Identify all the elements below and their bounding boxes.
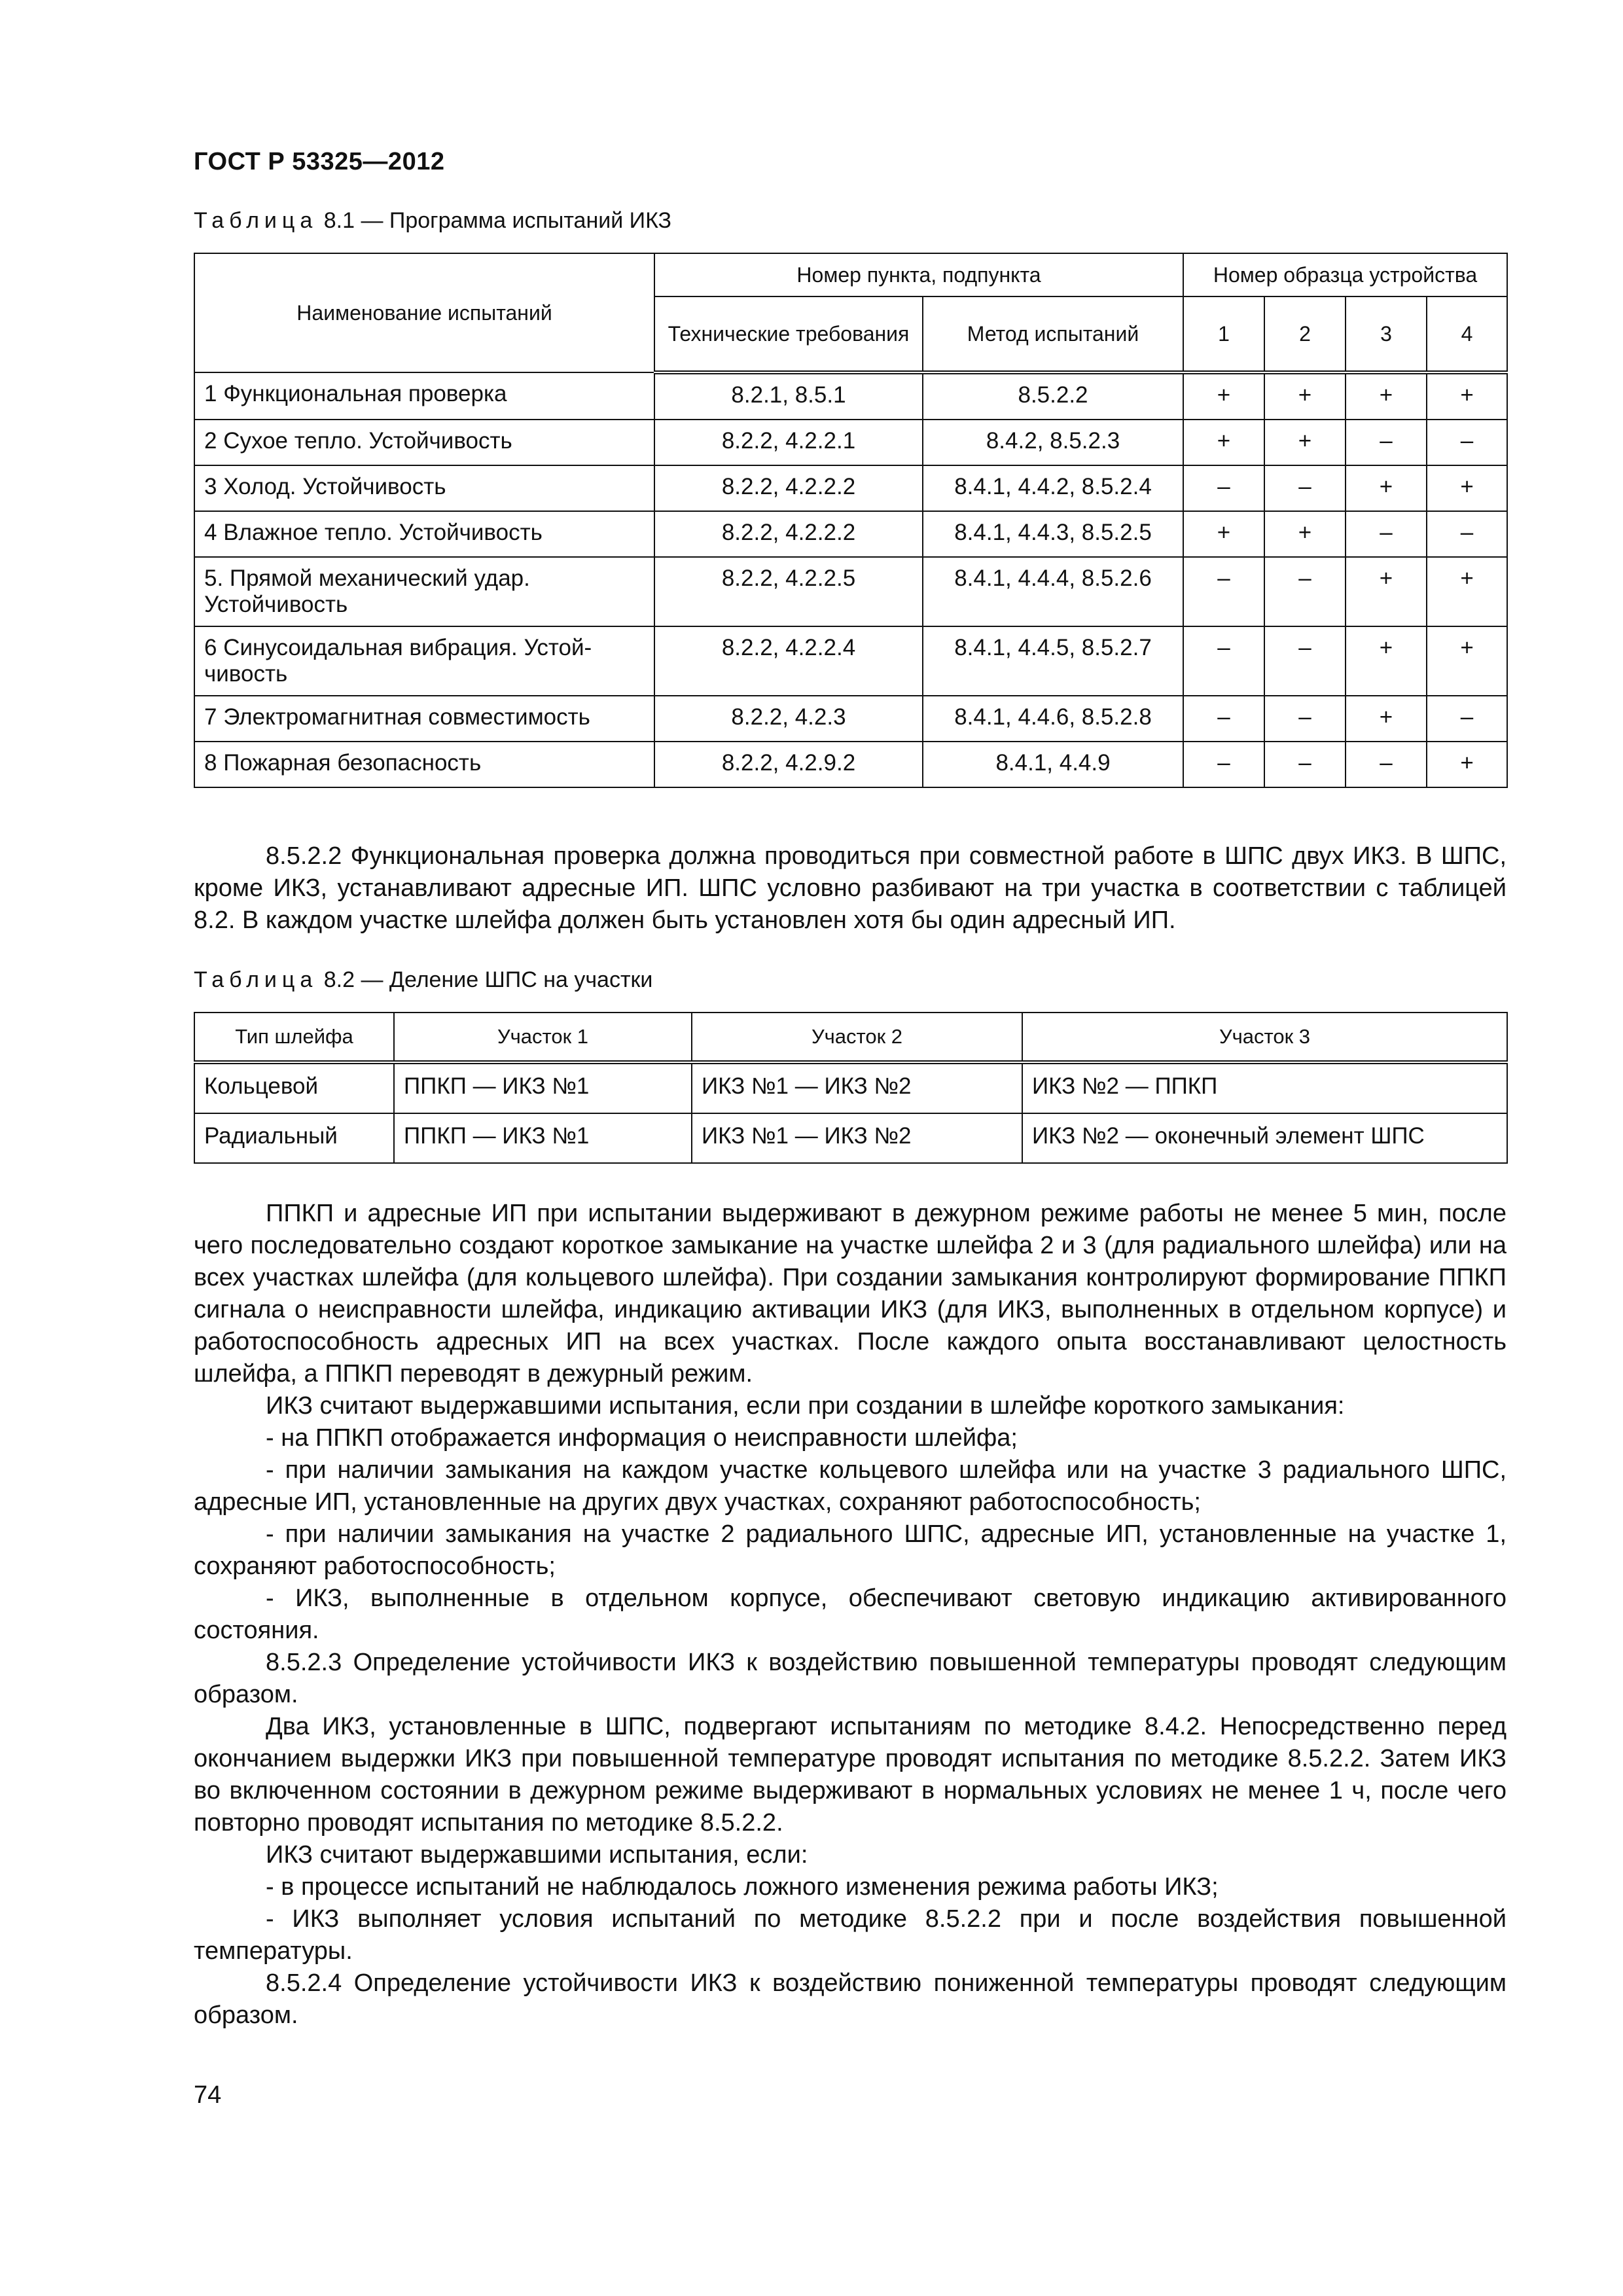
paragraph: Два ИКЗ, установленные в ШПС, подвергают испытаниям по методике 8.4.2. Непосредственно перед окончанием выдержки ИКЗ при повышенной температуре проводят испытания по методике 8.5.2.2. Затем ИКЗ во включенном состоянии в дежурном режиме выдерживают в нормальных условиях не менее 1 ч, после чего повторно проводят испытания по методике 8.5.2.2. [194, 1713, 1507, 1837]
table-row [194, 557, 1507, 626]
header-test-name: Наименование испытаний [194, 253, 654, 372]
paragraph: - при наличии замыкания на участке 2 радиального ШПС, адресные ИП, установленные на участке 1, сохраняют работоспособность; [194, 1520, 1507, 1580]
table-row [194, 742, 1507, 787]
method-cell: 8.5.2.2 [923, 372, 1183, 420]
sample-mark-cell: + [1183, 420, 1264, 465]
test-name-cell: 3 Холод. Устойчивость [194, 465, 654, 511]
table-row [194, 1113, 1507, 1163]
test-name-cell: 1 Функциональная проверка [194, 372, 654, 420]
table-row [194, 372, 1507, 420]
requirements-cell: 8.2.1, 8.5.1 [654, 372, 923, 420]
paragraph: ППКП и адресные ИП при испытании выдерживают в дежурном режиме работы не менее 5 мин, после чего последовательно создают короткое замыкание на участке шлейфа 2 и 3 (для радиального шлейфа) или на всех участках шлейфа (для кольцевого шлейфа). При создании замыкания контролируют формирование ППКП сигнала о неисправности шлейфа, индикацию активации ИКЗ (для ИКЗ, выполненных в отдельном корпусе) и работоспособность адресных ИП на всех участках. После каждого опыта восстанавливают целостность шлейфа, а ППКП переводят в дежурный режим. [194, 1200, 1507, 1388]
sample-mark-cell: – [1183, 465, 1264, 511]
method-cell: 8.4.1, 4.4.3, 8.5.2.5 [923, 511, 1183, 557]
paragraph: - при наличии замыкания на каждом участке кольцевого шлейфа или на участке 3 радиального ШПС, адресные ИП, установленные на других двух участках, сохраняют работоспособность; [194, 1456, 1507, 1516]
caption-title: 8.1 — Программа испытаний ИКЗ [317, 208, 672, 233]
table-header-row [194, 253, 1507, 296]
main-text [194, 1198, 1507, 2032]
test-name-cell: 6 Синусоидальная вибрация. Устой-чивость [194, 626, 654, 696]
sample-mark-cell: + [1427, 465, 1507, 511]
sample-mark-cell: – [1264, 557, 1346, 626]
sample-mark-cell: – [1346, 742, 1427, 787]
sample-mark-cell: + [1427, 557, 1507, 626]
sample-mark-cell: – [1264, 465, 1346, 511]
test-name-cell: 2 Сухое тепло. Устойчивость [194, 420, 654, 465]
sample-mark-cell: – [1183, 626, 1264, 696]
requirements-cell: 8.2.2, 4.2.2.5 [654, 557, 923, 626]
sample-mark-cell: + [1346, 557, 1427, 626]
sample-mark-cell: – [1427, 511, 1507, 557]
header-sample-number: Номер образца устройства [1183, 253, 1507, 296]
header-section-2: Участок 2 [692, 1013, 1022, 1062]
caption-label: Таблица [194, 967, 318, 992]
table-row [194, 696, 1507, 742]
paragraph: - ИКЗ выполняет условия испытаний по методике 8.5.2.2 при и после воздействия повышенной температуры. [194, 1905, 1507, 1965]
sample-mark-cell: + [1427, 626, 1507, 696]
table-row [194, 1062, 1507, 1113]
loop-type-cell: Кольцевой [194, 1062, 394, 1113]
sample-mark-cell: + [1346, 372, 1427, 420]
paragraph: - на ППКП отображается информация о неисправности шлейфа; [266, 1424, 1018, 1452]
header-sample-1: 1 [1183, 296, 1264, 372]
table-header-row [194, 1013, 1507, 1062]
header-section-1: Участок 1 [394, 1013, 692, 1062]
table-row [194, 465, 1507, 511]
sample-mark-cell: + [1264, 511, 1346, 557]
sample-mark-cell: + [1346, 696, 1427, 742]
header-sample-2: 2 [1264, 296, 1346, 372]
test-program-table [194, 253, 1508, 788]
header-section-3: Участок 3 [1022, 1013, 1507, 1062]
header-item-number: Номер пункта, подпункта [654, 253, 1183, 296]
loop-type-cell: Радиальный [194, 1113, 394, 1163]
requirements-cell: 8.2.2, 4.2.3 [654, 696, 923, 742]
caption-label: Таблица [194, 208, 318, 233]
loop-sections-table [194, 1012, 1508, 1164]
page-number: 74 [194, 2081, 222, 2109]
sample-mark-cell: + [1264, 420, 1346, 465]
sample-mark-cell: – [1264, 626, 1346, 696]
method-cell: 8.4.1, 4.4.5, 8.5.2.7 [923, 626, 1183, 696]
method-cell: 8.4.1, 4.4.9 [923, 742, 1183, 787]
sample-mark-cell: – [1183, 742, 1264, 787]
sample-mark-cell: – [1346, 511, 1427, 557]
section-cell: ИКЗ №2 — ППКП [1022, 1062, 1507, 1113]
test-name-cell: 4 Влажное тепло. Устойчивость [194, 511, 654, 557]
section-cell: ИКЗ №1 — ИКЗ №2 [692, 1113, 1022, 1163]
table-row [194, 626, 1507, 696]
paragraph: - в процессе испытаний не наблюдалось ложного изменения режима работы ИКЗ; [266, 1873, 1219, 1901]
test-name-cell: 7 Электромагнитная совместимость [194, 696, 654, 742]
sample-mark-cell: + [1183, 372, 1264, 420]
method-cell: 8.4.1, 4.4.2, 8.5.2.4 [923, 465, 1183, 511]
sample-mark-cell: + [1346, 465, 1427, 511]
sample-mark-cell: + [1264, 372, 1346, 420]
paragraph: 8.5.2.3 Определение устойчивости ИКЗ к воздействию повышенной температуры проводят следующим образом. [194, 1649, 1507, 1708]
requirements-cell: 8.2.2, 4.2.2.2 [654, 465, 923, 511]
requirements-cell: 8.2.2, 4.2.2.4 [654, 626, 923, 696]
table-caption-8-2 [194, 967, 652, 993]
section-cell: ППКП — ИКЗ №1 [394, 1113, 692, 1163]
method-cell: 8.4.1, 4.4.6, 8.5.2.8 [923, 696, 1183, 742]
method-cell: 8.4.1, 4.4.4, 8.5.2.6 [923, 557, 1183, 626]
requirements-cell: 8.2.2, 4.2.2.1 [654, 420, 923, 465]
header-loop-type: Тип шлейфа [194, 1013, 394, 1062]
method-cell: 8.4.2, 8.5.2.3 [923, 420, 1183, 465]
paragraph: 8.5.2.4 Определение устойчивости ИКЗ к воздействию пониженной температуры проводят следующим образом. [194, 1969, 1507, 2029]
document-header: ГОСТ Р 53325—2012 [194, 148, 445, 175]
table-row [194, 420, 1507, 465]
paragraph: - ИКЗ, выполненные в отдельном корпусе, обеспечивают световую индикацию активированного состояния. [194, 1585, 1507, 1644]
sample-mark-cell: + [1346, 626, 1427, 696]
sample-mark-cell: – [1427, 420, 1507, 465]
requirements-cell: 8.2.2, 4.2.9.2 [654, 742, 923, 787]
test-name-cell: 8 Пожарная безопасность [194, 742, 654, 787]
header-requirements: Технические требования [654, 296, 923, 372]
header-method: Метод испытаний [923, 296, 1183, 372]
sample-mark-cell: – [1183, 696, 1264, 742]
header-sample-4: 4 [1427, 296, 1507, 372]
paragraph: ИКЗ считают выдержавшими испытания, если: [266, 1841, 808, 1869]
section-cell: ППКП — ИКЗ №1 [394, 1062, 692, 1113]
sample-mark-cell: + [1427, 372, 1507, 420]
caption-title: 8.2 — Деление ШПС на участки [317, 967, 653, 992]
table-caption-8-1 [194, 208, 671, 234]
sample-mark-cell: – [1346, 420, 1427, 465]
sample-mark-cell: – [1427, 696, 1507, 742]
sample-mark-cell: – [1264, 742, 1346, 787]
requirements-cell: 8.2.2, 4.2.2.2 [654, 511, 923, 557]
header-sample-3: 3 [1346, 296, 1427, 372]
paragraph-8-5-2-2: 8.5.2.2 Функциональная проверка должна проводиться при совместной работе в ШПС двух ИКЗ. В ШПС, кроме ИКЗ, устанавливают адресные ИП. ШПС условно разбивают на три участка в соответствии с таблицей 8.2. В каждом участке шлейфа должен быть установлен хотя бы один адресный ИП. [194, 842, 1507, 934]
test-name-cell: 5. Прямой механический удар. Устойчивость [194, 557, 654, 626]
sample-mark-cell: – [1183, 557, 1264, 626]
sample-mark-cell: + [1427, 742, 1507, 787]
table-row [194, 511, 1507, 557]
sample-mark-cell: + [1183, 511, 1264, 557]
section-cell: ИКЗ №2 — оконечный элемент ШПС [1022, 1113, 1507, 1163]
paragraph: ИКЗ считают выдержавшими испытания, если при создании в шлейфе короткого замыкания: [266, 1392, 1345, 1420]
sample-mark-cell: – [1264, 696, 1346, 742]
section-cell: ИКЗ №1 — ИКЗ №2 [692, 1062, 1022, 1113]
